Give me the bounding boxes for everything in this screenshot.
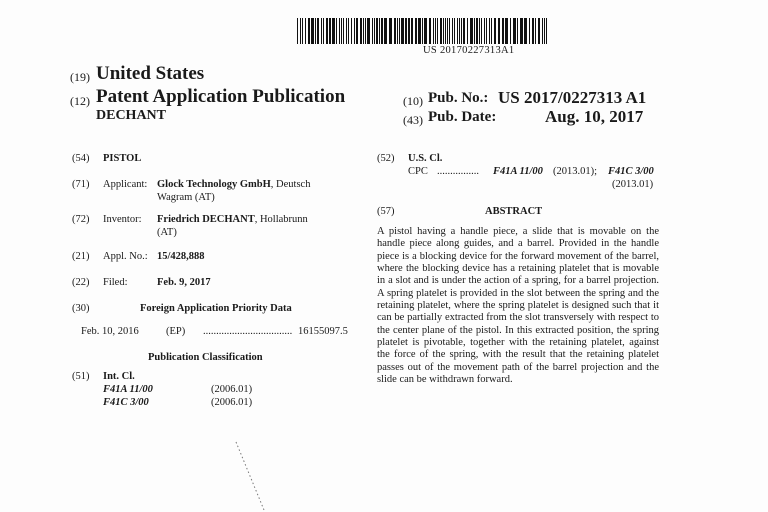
barcode-bar (399, 18, 400, 44)
barcode-bar (302, 18, 303, 44)
pub-date-label: Pub. Date: (428, 109, 497, 125)
code-22: (22) (72, 277, 90, 288)
barcode-bar (517, 18, 518, 44)
code-72: (72) (72, 214, 90, 225)
barcode-bar (326, 18, 328, 44)
us-cl-label: U.S. Cl. (408, 153, 443, 164)
int-cl-year: (2006.01) (211, 384, 253, 395)
barcode-bar (376, 18, 378, 44)
applicant-line2: Wagram (AT) (157, 192, 215, 203)
barcode-bar (447, 18, 448, 44)
barcode-bar (343, 18, 344, 44)
barcode-bar (463, 18, 465, 44)
appl-no-label: Appl. No.: (103, 251, 148, 262)
barcode-bar (498, 18, 500, 44)
barcode-bar (457, 18, 458, 44)
barcode-bar (535, 18, 536, 44)
document-type: Patent Application Publication (96, 86, 346, 107)
priority-heading: Foreign Application Priority Data (140, 303, 292, 314)
barcode-bar (384, 18, 387, 44)
inventor-name: Friedrich DECHANT (157, 214, 255, 225)
barcode-bar (454, 18, 455, 44)
barcode-bar (367, 18, 370, 44)
barcode-bar (449, 18, 450, 44)
barcode-bar (422, 18, 423, 44)
barcode-bar (415, 18, 417, 44)
barcode-bar (424, 18, 427, 44)
barcode-bar (546, 18, 547, 44)
barcode-bar (520, 18, 523, 44)
filed-value: Feb. 9, 2017 (157, 277, 211, 288)
barcode-number: US 20170227313A1 (423, 45, 515, 56)
barcode-bar (474, 18, 475, 44)
code-54: (54) (72, 153, 90, 164)
barcode-bar (532, 18, 534, 44)
barcode-bar (443, 18, 444, 44)
barcode-bar (315, 18, 316, 44)
barcode-bar (323, 18, 324, 44)
barcode-bar (433, 18, 434, 44)
int-cl-class: F41A 11/00 (103, 384, 153, 395)
cpc-label: CPC (408, 166, 428, 177)
barcode-bar (351, 18, 352, 44)
barcode-bar (356, 18, 358, 44)
barcode-bar (538, 18, 540, 44)
int-cl-class: F41C 3/00 (103, 397, 149, 408)
code-57: (57) (377, 206, 395, 217)
pub-no-label: Pub. No.: (428, 90, 489, 106)
barcode-bar (348, 18, 349, 44)
barcode-bar (452, 18, 453, 44)
barcode-bar (329, 18, 331, 44)
barcode-bar (394, 18, 396, 44)
barcode-bar (374, 18, 375, 44)
barcode-bar (308, 18, 310, 44)
code-12: (12) (70, 94, 90, 108)
barcode-bar (408, 18, 410, 44)
barcode-bar (529, 18, 530, 44)
applicant-name: Glock Technology GmbH (157, 179, 271, 190)
barcode-bar (445, 18, 446, 44)
barcode-bar (317, 18, 319, 44)
barcode-bar (429, 18, 431, 44)
barcode-bar (544, 18, 545, 44)
priority-number: 16155097.5 (298, 326, 348, 337)
barcode-bar (401, 18, 404, 44)
barcode-bar (360, 18, 362, 44)
code-71: (71) (72, 179, 90, 190)
barcode-bar (461, 18, 462, 44)
barcode-bar (389, 18, 392, 44)
cpc-year-1: (2013.01); (553, 166, 598, 177)
barcode-bar (440, 18, 442, 44)
cpc-class-1: F41A 11/00 (493, 166, 543, 177)
barcode-bar (437, 18, 438, 44)
barcode-bar (405, 18, 407, 44)
barcode-bar (486, 18, 487, 44)
barcode-bar (354, 18, 355, 44)
barcode-bar (542, 18, 543, 44)
filed-label: Filed: (103, 277, 128, 288)
cpc-class-2: F41C 3/00 (608, 166, 654, 177)
barcode-bar (397, 18, 398, 44)
code-21: (21) (72, 251, 90, 262)
barcode-bar (481, 18, 482, 44)
barcode-bar (297, 18, 298, 44)
code-52: (52) (377, 153, 395, 164)
inventor-location: , Hollabrunn (254, 214, 308, 225)
abstract-text: A pistol having a handle piece, a slide that is movable on the handle piece along guides, and a barrel. Provided in the handle piece is a blocking device for the forward movement of the barrel, where the blocking device has a retaining platelet that is movable in a slot and is under the action of a spring, for a barrel projection. A spring platelet is provided in the slot between the spring and the retaining platelet, where the spring platelet is designed such that it can be partially extracted from the slot transversely with respect to the center plane of the pistol. In this extracted position, the spring platelet is pivotable, together with the retaining platelet, against the force of the spring, with the result that the retaining platelet passes out of the movement path of the barrel projection and the slide can be withdrawn forward. (377, 226, 659, 386)
barcode-bar (484, 18, 485, 44)
country: United States (96, 63, 205, 84)
barcode-bar (365, 18, 366, 44)
barcode-bar (505, 18, 508, 44)
barcode-bar (491, 18, 492, 44)
barcode-bar (372, 18, 373, 44)
barcode-bar (489, 18, 490, 44)
int-cl-year: (2006.01) (211, 397, 253, 408)
priority-office: (EP) (166, 326, 186, 337)
inventor-line1 (157, 214, 308, 225)
cpc-dots: ................ (437, 166, 479, 177)
code-51: (51) (72, 371, 90, 382)
code-30: (30) (72, 303, 90, 314)
barcode-bar (513, 18, 516, 44)
code-19: (19) (70, 70, 90, 84)
applicant-line1 (157, 179, 310, 190)
barcode-bar (332, 18, 335, 44)
applicant-location: , Deutsch (270, 179, 311, 190)
barcode-bar (524, 18, 527, 44)
barcode-bar (336, 18, 337, 44)
abstract-heading: ABSTRACT (485, 206, 543, 217)
barcode-bar (346, 18, 347, 44)
barcode-bar (467, 18, 468, 44)
code-10: (10) (403, 94, 423, 108)
barcode-image (297, 18, 550, 44)
barcode-bar (510, 18, 511, 44)
applicant-label: Applicant: (103, 179, 148, 190)
barcode-bar (479, 18, 480, 44)
barcode-bar (411, 18, 413, 44)
barcode-bar (341, 18, 342, 44)
barcode-bar (339, 18, 340, 44)
barcode-bar (494, 18, 496, 44)
barcode-bar (502, 18, 504, 44)
barcode-bar (418, 18, 421, 44)
invention-title: PISTOL (103, 153, 142, 164)
barcode-bar (381, 18, 383, 44)
barcode-bar (321, 18, 322, 44)
inventor-label: Inventor: (103, 214, 142, 225)
cpc-year-2: (2013.01) (612, 179, 654, 190)
inventor-line2: (AT) (157, 227, 177, 238)
pub-no: US 2017/0227313 A1 (498, 88, 647, 107)
priority-date: Feb. 10, 2016 (81, 326, 139, 337)
barcode-bar (311, 18, 314, 44)
barcode-bar (363, 18, 364, 44)
barcode-bar (470, 18, 473, 44)
scan-marks (230, 440, 270, 512)
classification-heading: Publication Classification (148, 352, 263, 363)
pub-date: Aug. 10, 2017 (545, 107, 644, 126)
barcode-bar (435, 18, 436, 44)
barcode-bar (476, 18, 478, 44)
barcode-bar (379, 18, 380, 44)
barcode-bar (459, 18, 460, 44)
code-43: (43) (403, 113, 423, 127)
barcode-bar (305, 18, 306, 44)
appl-no-value: 15/428,888 (157, 251, 205, 262)
priority-dots: .................................. (203, 326, 293, 337)
inventor-short: DECHANT (96, 108, 167, 123)
int-cl-label: Int. Cl. (103, 371, 135, 382)
barcode-bar (300, 18, 301, 44)
